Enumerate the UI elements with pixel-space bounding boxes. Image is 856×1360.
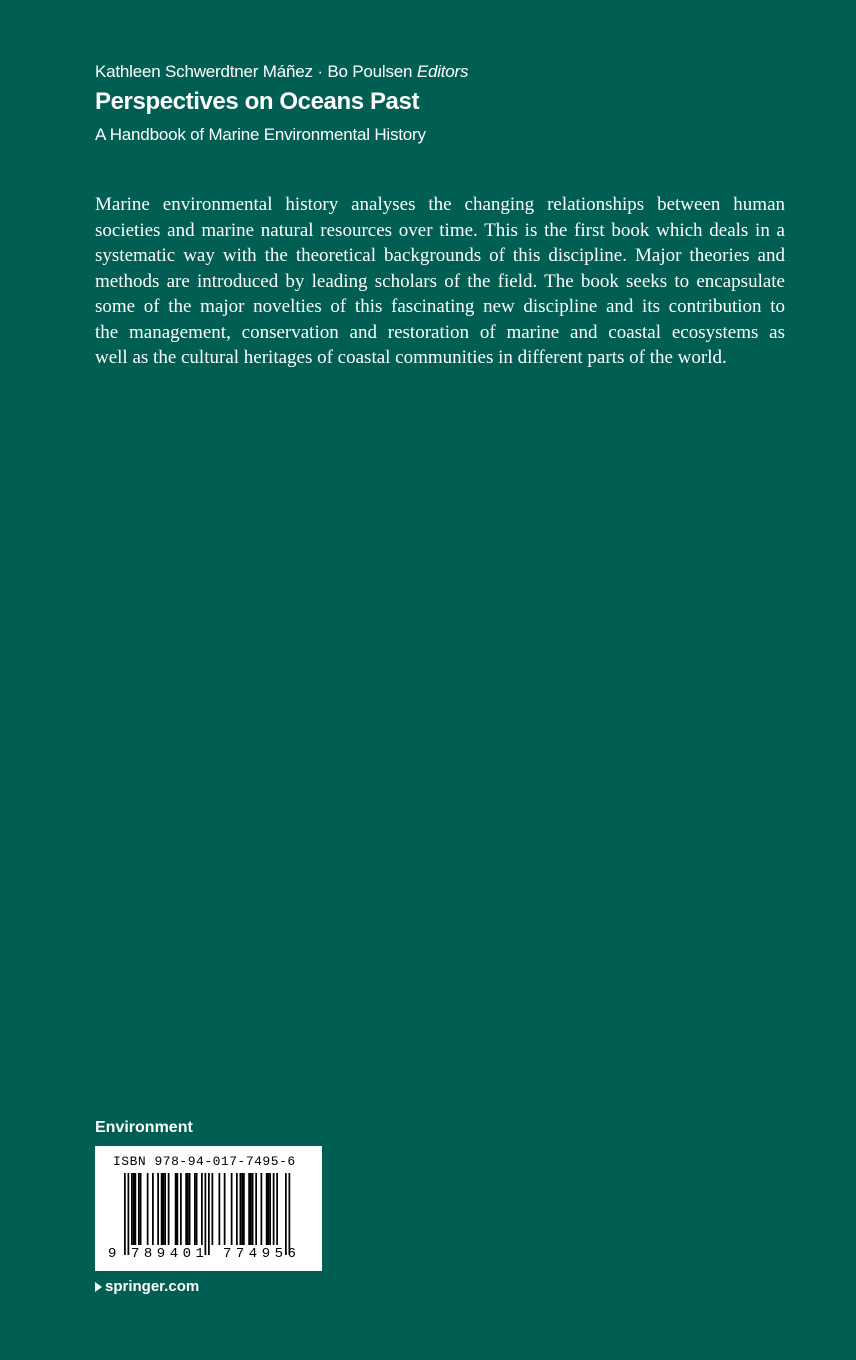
barcode-bar xyxy=(208,1173,210,1255)
editors-role: Editors xyxy=(416,62,469,81)
barcode-bar xyxy=(189,1173,191,1245)
description-line: societies and marine natural resources over time. This is the first book which deals in a xyxy=(95,219,785,241)
barcode-bar xyxy=(255,1173,257,1245)
barcode-bar xyxy=(138,1173,140,1245)
barcode-bar xyxy=(224,1173,226,1245)
barcode-bar xyxy=(185,1173,187,1245)
publisher-link-text[interactable]: springer.com xyxy=(105,1278,200,1295)
barcode-bar xyxy=(175,1173,177,1245)
barcode-bar xyxy=(201,1173,203,1245)
isbn-label: ISBN 978-94-017-7495-6 xyxy=(113,1154,296,1169)
barcode-bar xyxy=(289,1173,291,1255)
barcode-bar xyxy=(135,1173,137,1245)
barcode-bar xyxy=(180,1173,182,1245)
barcode-bar xyxy=(131,1173,133,1245)
barcode-bar xyxy=(133,1173,135,1245)
barcode-bar xyxy=(194,1173,196,1245)
book-subtitle: A Handbook of Marine Environmental History xyxy=(95,125,426,144)
editors-line xyxy=(95,62,468,82)
isbn-barcode xyxy=(95,1146,322,1271)
description-line: Marine environmental history analyses the changing relationships between human xyxy=(95,194,785,215)
barcode-bar xyxy=(147,1173,149,1245)
barcode-bar xyxy=(205,1173,207,1255)
description-line: methods are introduced by leading scholars of the field. The book seeks to encapsulate xyxy=(95,270,785,292)
barcode-bar xyxy=(261,1173,263,1245)
ean-right-group: 774956 xyxy=(223,1246,301,1262)
description-line: well as the cultural heritages of coastal communities in different parts of the world. xyxy=(95,347,727,368)
editor-names: Kathleen Schwerdtner Máñez · Bo Poulsen xyxy=(95,62,413,81)
barcode-bar xyxy=(219,1173,221,1245)
barcode-bar xyxy=(252,1173,254,1245)
book-description xyxy=(95,192,785,371)
barcode-bar xyxy=(248,1173,250,1245)
barcode-bar xyxy=(161,1173,163,1245)
ean-left-group: 789401 xyxy=(131,1246,209,1262)
barcode-bar xyxy=(187,1173,189,1245)
barcode-bar xyxy=(163,1173,165,1245)
barcode-bar xyxy=(164,1173,166,1245)
barcode-bar xyxy=(269,1173,271,1245)
description-line: some of the major novelties of this fascinating new discipline and its contribution to xyxy=(95,296,785,317)
book-title: Perspectives on Oceans Past xyxy=(95,88,420,115)
barcode-bar xyxy=(231,1173,233,1245)
description-line: the management, conservation and restoration of marine and coastal ecosystems as xyxy=(95,321,785,343)
barcode-bar xyxy=(266,1173,268,1245)
ean-lead-digit: 9 xyxy=(108,1246,117,1262)
barcode-bar xyxy=(268,1173,270,1245)
barcode-bar xyxy=(273,1173,275,1245)
barcode-bar xyxy=(152,1173,154,1245)
barcode-bar xyxy=(196,1173,198,1245)
description-line: systematic way with the theoretical backgrounds of this discipline. Major theories and xyxy=(95,245,785,266)
barcode-bar xyxy=(212,1173,214,1245)
barcode-bar xyxy=(240,1173,242,1245)
barcode-bar xyxy=(285,1173,287,1255)
arrow-right-icon xyxy=(95,1282,102,1292)
barcode-bar xyxy=(168,1173,170,1245)
barcode-bar xyxy=(177,1173,179,1245)
barcode-bar xyxy=(243,1173,245,1245)
barcode-bar xyxy=(124,1173,126,1255)
barcode-bar xyxy=(140,1173,142,1245)
barcode-bar xyxy=(236,1173,238,1245)
barcode-bar xyxy=(128,1173,130,1255)
subject-category: Environment xyxy=(95,1119,193,1136)
barcode-bar xyxy=(241,1173,243,1245)
barcode-bar xyxy=(276,1173,278,1245)
barcode-bar xyxy=(250,1173,252,1245)
barcode-bar xyxy=(157,1173,159,1245)
publisher-link[interactable] xyxy=(95,1278,199,1295)
